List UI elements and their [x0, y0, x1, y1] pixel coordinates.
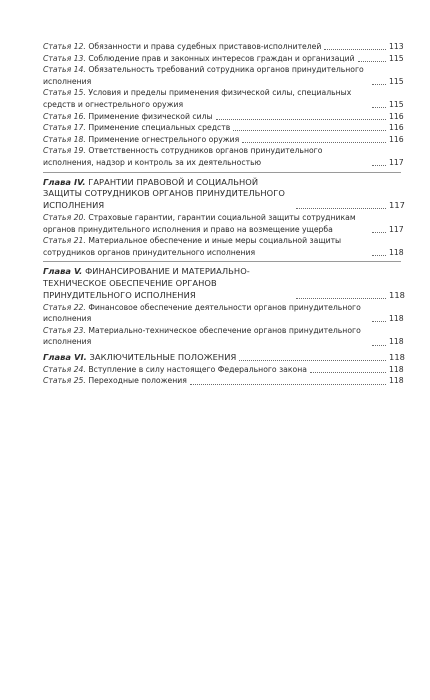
toc-entry-page: 117	[389, 200, 405, 211]
toc-entry-page: 113	[389, 42, 404, 51]
toc-entry-page: 116	[389, 111, 404, 121]
toc-entry-prefix: Глава IV.	[43, 176, 86, 187]
toc-entry-chapter-4	[43, 177, 403, 212]
toc-entry-title: Страховые гарантии, гарантии социальной защиты сотрудникам органов принудительного исполнения и право на возмещение ущерба	[43, 212, 356, 234]
toc-entry-prefix: Статья 14.	[43, 65, 86, 75]
toc-entry-prefix: Статья 24.	[43, 364, 86, 374]
dot-leader	[372, 255, 386, 256]
toc-entry-title: Соблюдение прав и законных интересов граждан и организаций	[88, 53, 355, 63]
dot-leader	[372, 232, 386, 233]
toc-entry-prefix: Глава V.	[43, 266, 83, 277]
toc-entry-title: Финансовое обеспечение деятельности органов принудительного исполнения	[43, 302, 361, 324]
dot-leader	[372, 165, 386, 166]
toc-entry-title: Применение физической силы	[88, 111, 213, 121]
dot-leader	[233, 130, 386, 131]
toc-entry-page: 116	[389, 123, 404, 133]
toc-entry-page: 115	[389, 53, 404, 63]
toc-entry-page: 117	[389, 224, 404, 234]
toc-entry-article-24	[43, 364, 403, 376]
toc-entry-article-15	[43, 87, 403, 110]
toc-entry-prefix: Статья 20.	[43, 212, 86, 222]
table-of-contents	[43, 41, 403, 387]
toc-entry-prefix: Статья 25.	[43, 376, 86, 386]
toc-entry-article-22	[43, 302, 403, 325]
dot-leader	[239, 360, 386, 361]
toc-entry-prefix: Статья 12.	[43, 42, 86, 51]
toc-entry-title: Материально-техническое обеспечение органов принудительного исполнения	[43, 325, 361, 347]
toc-entry-page: 117	[389, 157, 404, 167]
dot-leader	[372, 321, 386, 322]
toc-entry-prefix: Статья 22.	[43, 302, 86, 312]
toc-entry-article-14	[43, 64, 403, 87]
toc-entry-title: Материальное обеспечение и иные меры социальной защиты сотрудников органов принудительного исполнения	[43, 236, 342, 257]
toc-entry-prefix: Глава VI.	[43, 352, 87, 363]
toc-entry-article-21	[43, 235, 403, 258]
toc-entry-article-16	[43, 111, 403, 123]
toc-entry-title: Условия и пределы применения физической силы, специальных средств и огнестрельного оружия	[43, 88, 352, 109]
toc-entry-page: 115	[389, 76, 404, 86]
dot-leader	[324, 49, 386, 50]
toc-entry-title: Применение специальных средств	[88, 123, 231, 133]
section-divider	[43, 172, 401, 173]
dot-leader	[372, 107, 386, 108]
dot-leader	[296, 298, 386, 299]
toc-entry-page: 115	[389, 99, 404, 109]
toc-entry-article-23	[43, 325, 403, 348]
toc-entry-title: ГАРАНТИИ ПРАВОВОЙ И СОЦИАЛЬНОЙ ЗАЩИТЫ СОТРУДНИКОВ ОРГАНОВ ПРИНУДИТЕЛЬНОГО ИСПОЛНЕНИЯ	[43, 176, 285, 211]
toc-entry-article-25	[43, 375, 403, 387]
toc-entry-article-18	[43, 134, 403, 146]
toc-entry-title: Переходные положения	[88, 376, 187, 386]
toc-entry-prefix: Статья 18.	[43, 134, 86, 144]
toc-entry-title: Применение огнестрельного оружия	[88, 134, 240, 144]
toc-entry-article-13	[43, 53, 403, 65]
toc-entry-prefix: Статья 23.	[43, 325, 86, 335]
toc-entry-page: 118	[389, 289, 405, 300]
toc-entry-chapter-5	[43, 266, 403, 301]
dot-leader	[358, 61, 386, 62]
toc-entry-prefix: Статья 15.	[43, 88, 86, 98]
dot-leader	[242, 142, 386, 143]
toc-entry-page: 118	[389, 314, 404, 324]
dot-leader	[216, 119, 386, 120]
dot-leader	[372, 345, 386, 346]
toc-entry-prefix: Статья 17.	[43, 123, 86, 133]
section-divider	[43, 261, 401, 262]
toc-entry-chapter-6	[43, 352, 403, 364]
toc-entry-prefix: Статья 21.	[43, 236, 86, 246]
toc-entry-title: ФИНАНСИРОВАНИЕ И МАТЕРИАЛЬНО-ТЕХНИЧЕСКОЕ ОБЕСПЕЧЕНИЕ ОРГАНОВ ПРИНУДИТЕЛЬНОГО ИСПОЛНЕНИЯ	[43, 266, 250, 300]
toc-entry-title: Обязательность требований сотрудника органов принудительного исполнения	[43, 65, 364, 86]
toc-entry-article-20	[43, 212, 403, 235]
toc-entry-title: Вступление в силу настоящего Федерального закона	[88, 364, 307, 374]
toc-entry-article-17	[43, 122, 403, 134]
toc-entry-prefix: Статья 19.	[43, 146, 86, 156]
dot-leader	[372, 84, 386, 85]
toc-entry-prefix: Статья 13.	[43, 53, 86, 63]
toc-entry-prefix: Статья 16.	[43, 111, 86, 121]
toc-entry-page: 118	[389, 376, 404, 386]
dot-leader	[190, 384, 386, 385]
toc-entry-title: ЗАКЛЮЧИТЕЛЬНЫЕ ПОЛОЖЕНИЯ	[89, 352, 237, 363]
toc-entry-page: 118	[389, 247, 404, 257]
toc-entry-page: 116	[389, 134, 404, 144]
toc-entry-title: Ответственность сотрудников органов принудительного исполнения, надзор и контроль за их деятельностью	[43, 146, 323, 167]
toc-entry-page: 118	[389, 352, 405, 363]
dot-leader	[310, 372, 386, 373]
toc-entry-page: 118	[389, 337, 404, 347]
toc-entry-article-19	[43, 145, 403, 168]
toc-entry-title: Обязанности и права судебных приставов-исполнителей	[88, 42, 322, 51]
toc-entry-article-12	[43, 41, 403, 53]
toc-entry-page: 118	[389, 364, 404, 374]
dot-leader	[296, 208, 386, 209]
